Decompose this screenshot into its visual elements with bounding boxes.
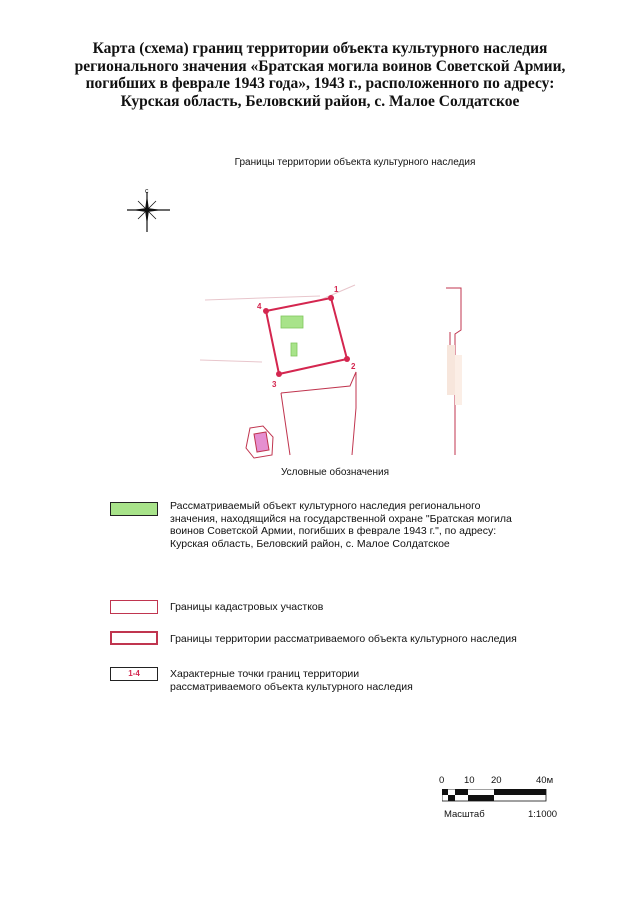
legend-text	[170, 668, 530, 693]
boundary-point-3	[276, 371, 282, 377]
title-line: Курская область, Беловский район, с. Малое Солдатское	[120, 92, 520, 110]
legend-line: Курская область, Беловский район, с. Малое Солдатское	[170, 537, 450, 550]
title-line: погибших в феврале 1943 года», 1943 г., расположенного по адресу:	[85, 75, 555, 92]
scale-tick: 10	[464, 775, 475, 786]
legend-line: Рассматриваемый объект культурного наследия регионального	[170, 500, 481, 512]
legend-text	[170, 633, 550, 646]
boundary-point-label: 2	[351, 362, 356, 371]
legend-title: Условные обозначения	[280, 467, 390, 478]
cadastral-boundaries	[281, 288, 461, 455]
legend-line: воинов Советской Армии, погибших в феврале 1943 г.", по адресу:	[170, 525, 497, 537]
boundary-point-1	[328, 295, 334, 301]
legend-line: значения, находящийся на государственной охране "Братская могила	[170, 512, 512, 525]
scale-tick: 20	[491, 775, 502, 786]
boundary-points	[263, 295, 350, 377]
boundary-point-label: 3	[272, 380, 277, 389]
legend-line: Характерные точки границ территории	[170, 668, 360, 680]
title-line: Карта (схема) границ территории объекта культурного наследия	[92, 40, 548, 57]
legend-line: рассматриваемого объекта культурного наследия	[170, 680, 413, 693]
boundary-point-label: 1	[334, 285, 339, 294]
scale-label: Масштаб	[444, 809, 485, 820]
legend-text	[170, 500, 530, 550]
building-parcel	[246, 426, 273, 458]
boundary-point-label: 4	[257, 302, 262, 311]
scale-tick: 0	[439, 775, 445, 786]
heritage-object-main	[281, 316, 303, 328]
title-line: регионального значения «Братская могила воинов Советской Армии,	[74, 57, 566, 75]
legend-swatch-heritage-object	[110, 502, 158, 516]
scale-ratio: 1:1000	[528, 809, 558, 820]
boundary-point-2	[344, 356, 350, 362]
map-title: Границы территории объекта культурного наследия	[234, 157, 476, 168]
legend-swatch-characteristic-points: 1-4	[110, 667, 158, 681]
legend-swatch-territory-boundary	[110, 631, 158, 645]
territory-boundary	[266, 298, 347, 374]
heritage-object-small	[291, 343, 297, 356]
legend-line: Границы кадастровых участков	[170, 601, 324, 613]
legend-text	[170, 601, 530, 614]
compass-label: с	[145, 188, 149, 195]
scale-bar-graphic	[442, 789, 552, 803]
boundary-point-4	[263, 308, 269, 314]
legend-swatch-cadastral-boundary	[110, 600, 158, 614]
scale-tick: 40м	[536, 775, 554, 786]
legend-line: Границы территории рассматриваемого объекта культурного наследия	[170, 633, 517, 645]
